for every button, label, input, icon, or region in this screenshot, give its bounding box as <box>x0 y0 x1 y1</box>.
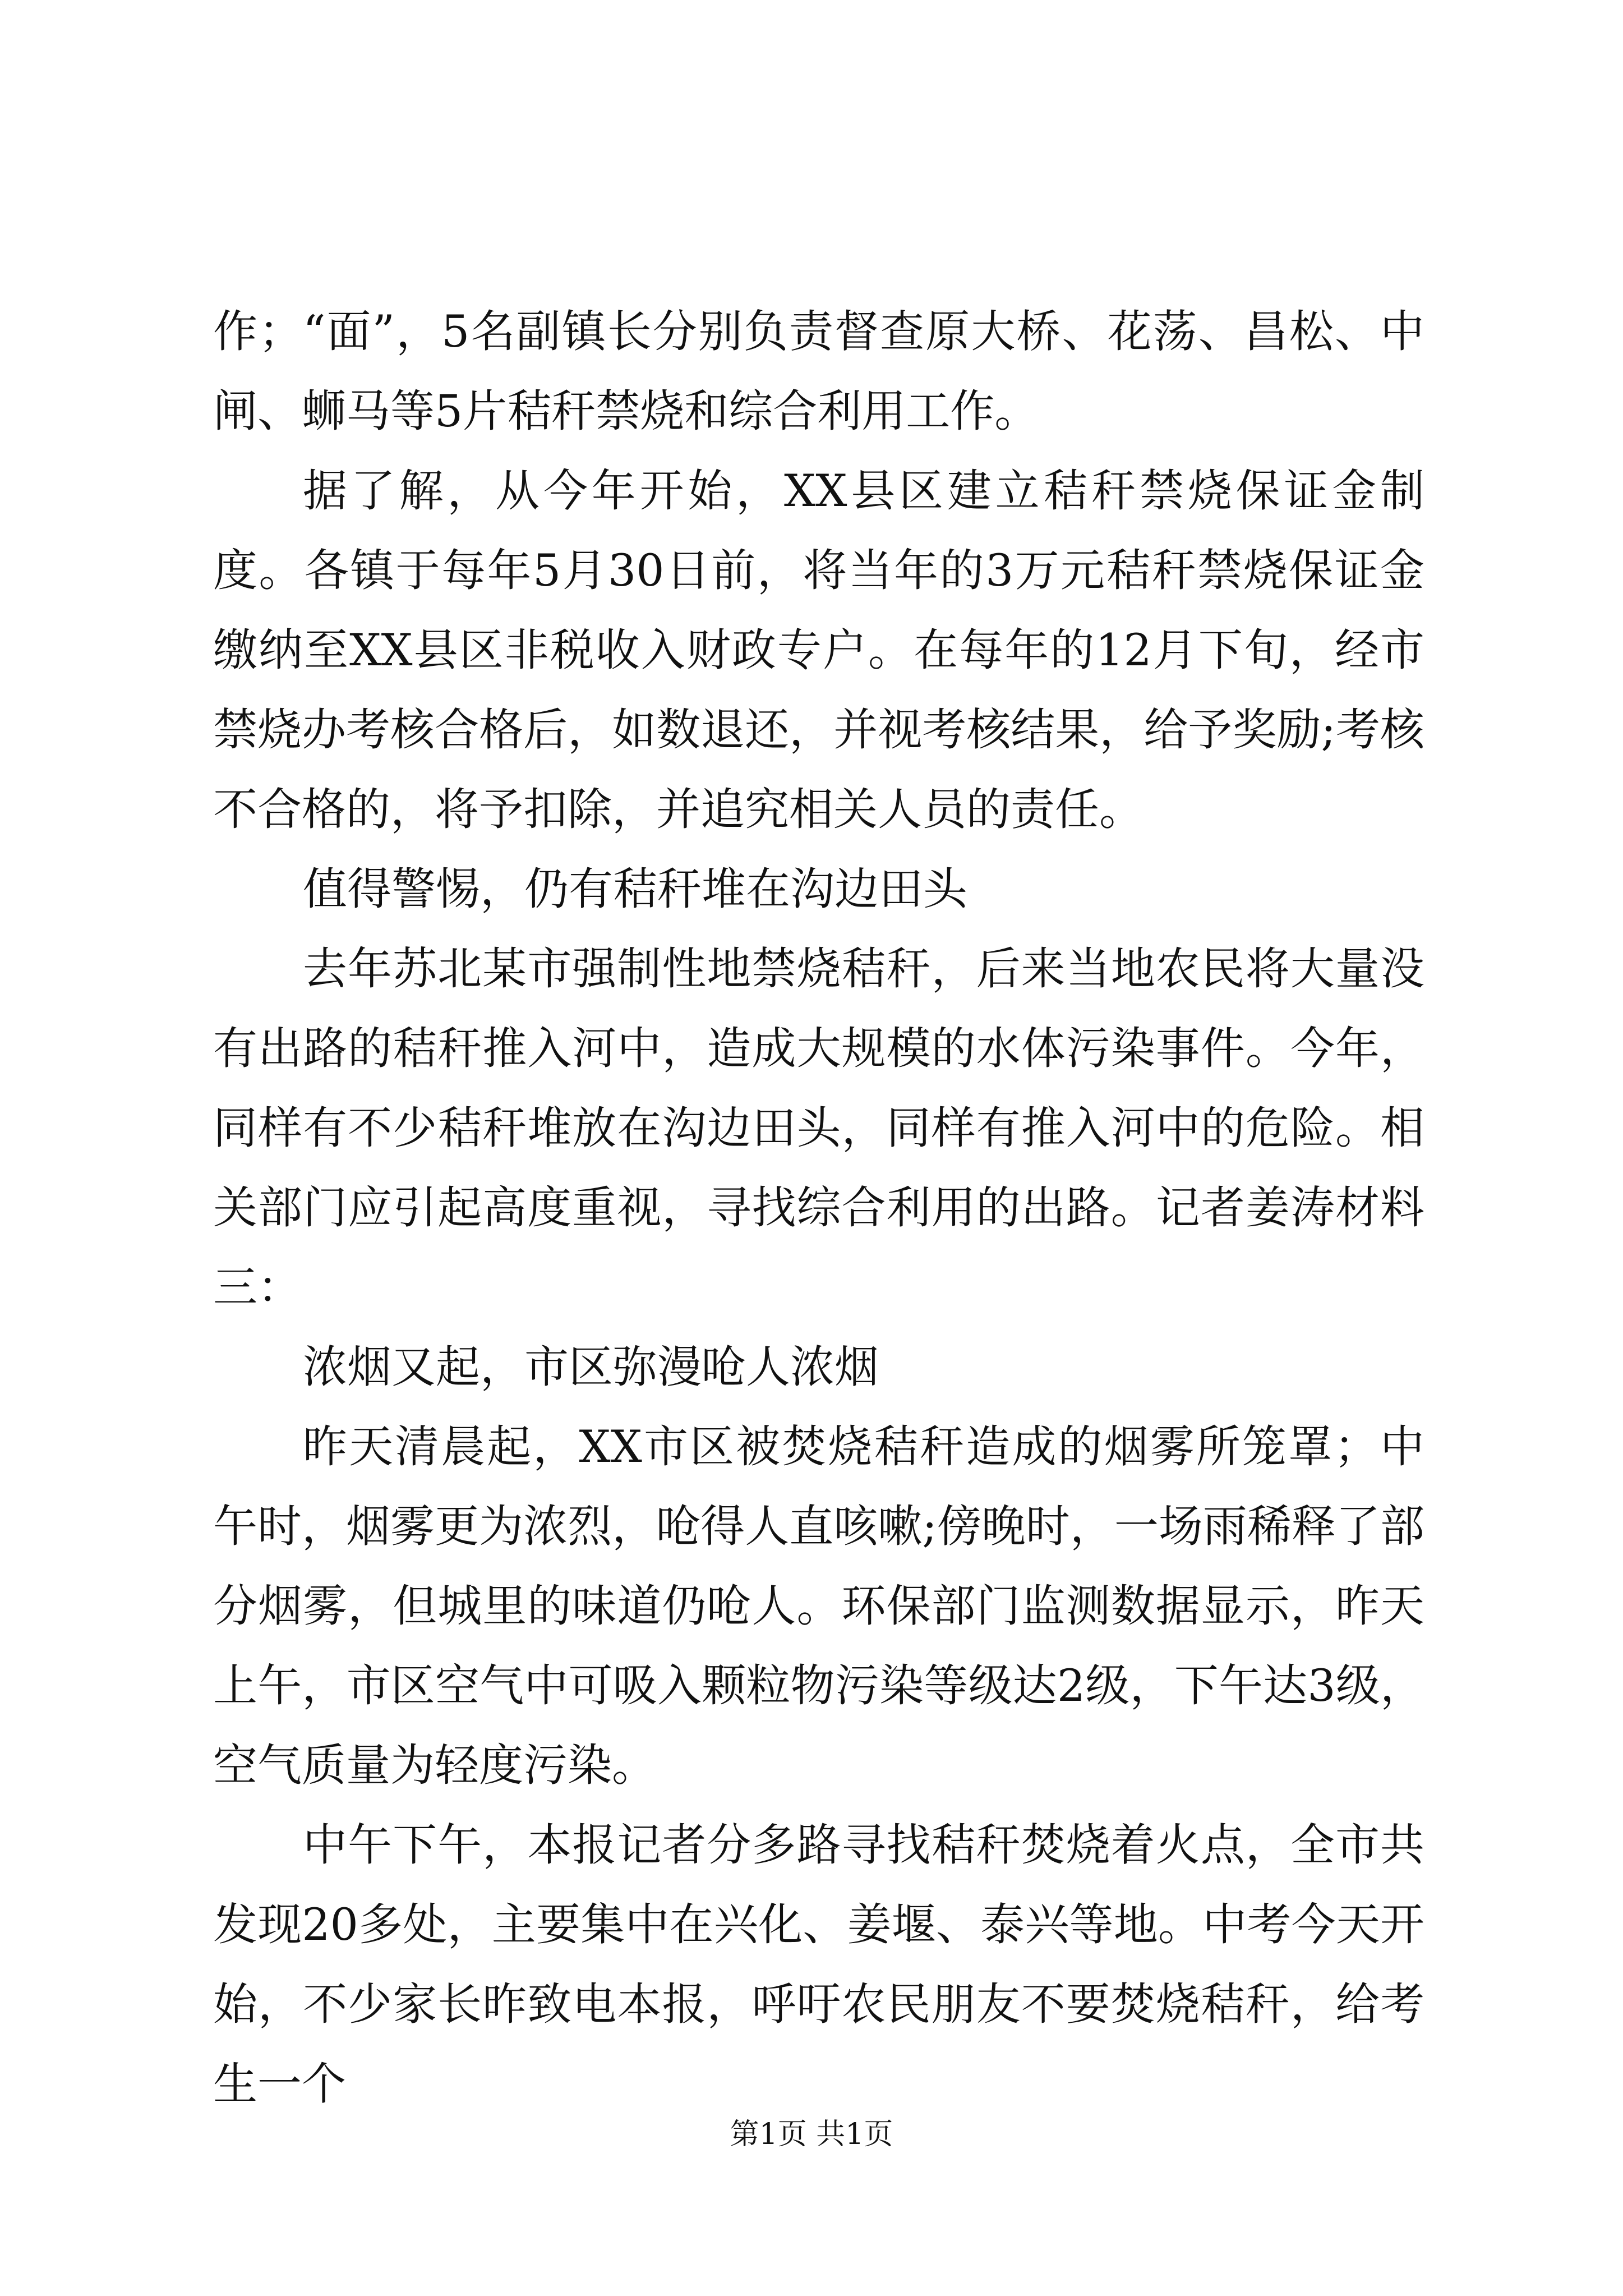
document-body <box>213 292 1424 2124</box>
section-heading-warning: 值得警惕，仍有秸秆堆在沟边田头 <box>303 863 967 915</box>
paragraph-straw-river: 去年苏北某市强制性地禁烧秸秆，后来当地农民将大量没有出路的秸秆推入河中，造成大规模的水体污染事件。今年，同样有不少秸秆堆放在沟边田头，同样有推入河中的危险。相关部门应引起高度重视，寻找综合利用的出路。记者姜涛材料三： <box>213 943 1424 1313</box>
paragraph-continuation: 作；“面”，5名副镇长分别负责督查原大桥、花荡、昌松、中闸、蛳马等5片秸秆禁烧和综合利用工作。 <box>213 306 1424 437</box>
paragraph-fire-points: 中午下午，本报记者分多路寻找秸秆焚烧着火点，全市共发现20多处，主要集中在兴化、姜堰、泰兴等地。中考今天开始，不少家长昨致电本报，呼吁农民朋友不要焚烧秸秆，给考生一个 <box>213 1819 1424 2110</box>
paragraph-smoke-report: 昨天清晨起，XX市区被焚烧秸秆造成的烟雾所笼罩；中午时，烟雾更为浓烈，呛得人直咳嗽;傍晚时，一场雨稀释了部分烟雾，但城里的味道仍呛人。环保部门监测数据显示，昨天上午，市区空气中可吸入颗粒物污染等级达2级，下午达3级，空气质量为轻度污染。 <box>213 1421 1424 1791</box>
section-heading-smoke: 浓烟又起，市区弥漫呛人浓烟 <box>303 1341 879 1393</box>
page-footer: 第1页 共1页 <box>730 2118 893 2151</box>
paragraph-deposit-system: 据了解，从今年开始，XX县区建立秸秆禁烧保证金制度。各镇于每年5月30日前，将当年的3万元秸秆禁烧保证金缴纳至XX县区非税收入财政专户。在每年的12月下旬，经市禁烧办考核合格后，如数退还，并视考核结果，给予奖励;考核不合格的，将予扣除，并追究相关人员的责任。 <box>213 465 1424 835</box>
